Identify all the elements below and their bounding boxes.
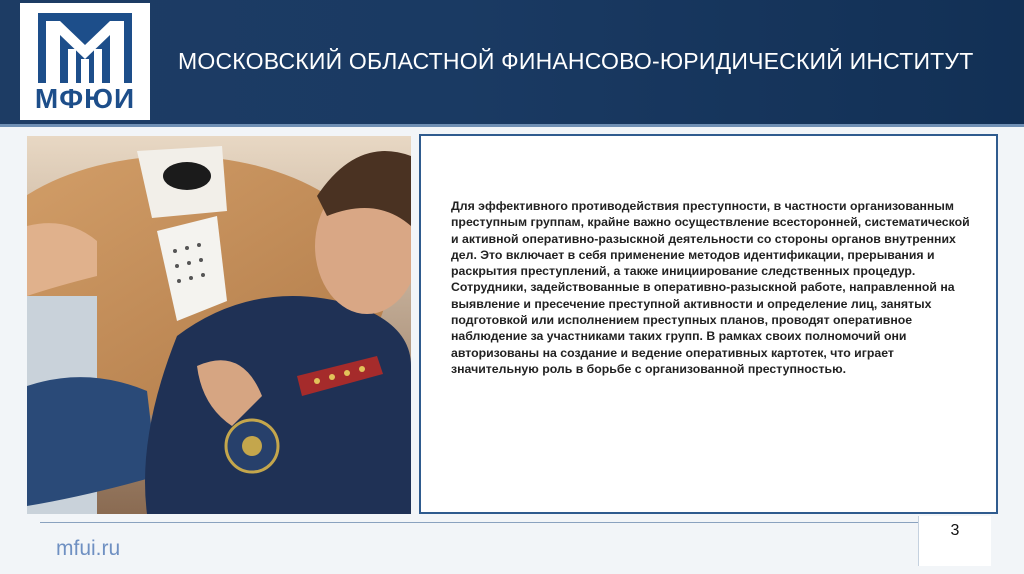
- footer-divider: [40, 522, 920, 523]
- text-panel: [419, 134, 998, 514]
- logo: [20, 3, 150, 120]
- body-text: Для эффективного противодействия преступности, в частности организованным преступным группам, крайне важно осуществление всесторонней, систематической и активной оперативно-разыскной деятельности со стороны органов внутренних дел. Это включает в себя применение методов идентификации, прерывания и раскрытия преступлений, а также инициирование следственных процедур. Сотрудники, задействованные в оперативно-разыскной работе, направленной на выявление и пресечение преступной активности и определение лиц, занятых подготовкой или исполнением преступных планов, проводят оперативное наблюдение за участниками таких групп. В рамках своих полномочий они авторизованы на создание и ведение оперативных картотек, что играет значительную роль в борьбе с организованной преступностью.: [451, 199, 970, 376]
- page-number-box: [918, 516, 991, 566]
- logo-mark-icon: [38, 13, 132, 83]
- logo-text: МФЮИ: [34, 83, 136, 114]
- site-url[interactable]: mfui.ru: [56, 537, 121, 560]
- page-number: 3: [950, 522, 960, 539]
- photo-illustration: [27, 136, 411, 514]
- officer-photo: [27, 136, 411, 514]
- institute-title: МОСКОВСКИЙ ОБЛАСТНОЙ ФИНАНСОВО-ЮРИДИЧЕСКИЙ ИНСТИТУТ: [178, 48, 974, 74]
